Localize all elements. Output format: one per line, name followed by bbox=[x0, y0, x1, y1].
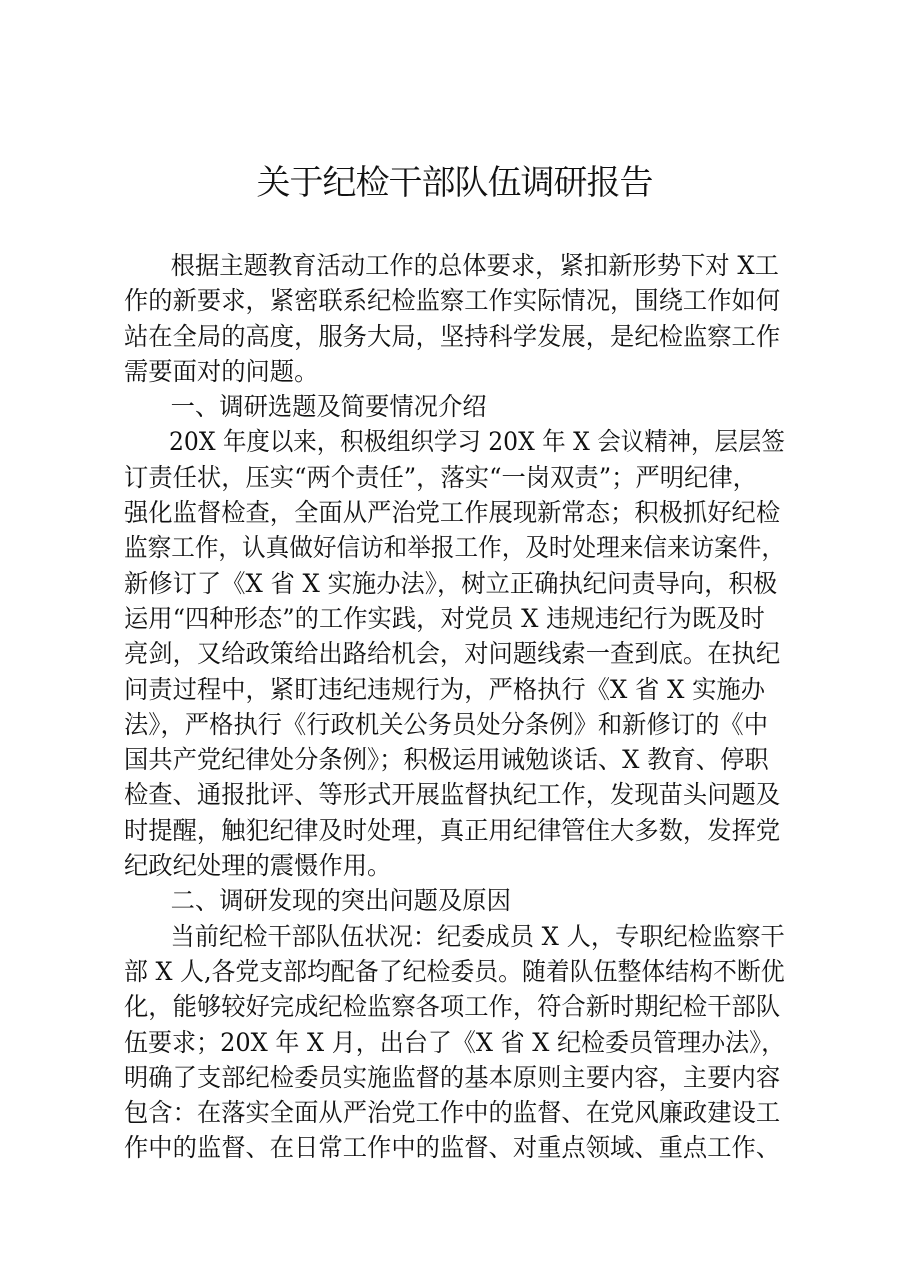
paragraph-line: 法》，严格执行《行政机关公务员处分条例》和新修订的《中 bbox=[124, 709, 769, 739]
paragraph-line: 明确了支部纪检委员实施监督的基本原则主要内容，主要内容 bbox=[124, 1062, 781, 1092]
paragraph-line: 检查、通报批评、等形式开展监督执纪工作，发现苗头问题及 bbox=[124, 780, 781, 810]
document-title: 关于纪检干部队伍调研报告 bbox=[256, 163, 653, 203]
paragraph-line: 时提醒，触犯纪律及时处理，真正用纪律管住大多数，发挥党 bbox=[124, 815, 781, 845]
paragraph-line: 化，能够较好完成纪检监察各项工作，符合新时期纪检干部队 bbox=[124, 992, 781, 1022]
paragraph-line: 国共产党纪律处分条例》；积极运用诫勉谈话、X 教育、停职 bbox=[124, 745, 769, 775]
paragraph-line: 作中的监督、在日常工作中的监督、对重点领域、重点工作、 bbox=[124, 1133, 781, 1163]
paragraph-line: 伍要求；20X 年 X 月，出台了《X 省 X 纪检委员管理办法》， bbox=[124, 1027, 786, 1057]
paragraph-line: 20X 年度以来，积极组织学习 20X 年 X 会议精神，层层签 bbox=[169, 427, 785, 457]
paragraph-line: 新修订了《X 省 X 实施办法》，树立正确执纪问责导向，积极 bbox=[124, 568, 778, 598]
paragraph-line: 强化监督检查，全面从严治党工作展现新常态；积极抓好纪检 bbox=[124, 498, 781, 528]
paragraph-line: 根据主题教育活动工作的总体要求，紧扣新形势下对 X工 bbox=[170, 251, 779, 280]
paragraph-line: 问责过程中，紧盯违纪违规行为，严格执行《X 省 X 实施办 bbox=[124, 674, 766, 704]
paragraph-line: 亮剑，又给政策给出路给机会，对问题线索一查到底。在执纪 bbox=[124, 639, 781, 669]
paragraph-line: 监察工作，认真做好信访和举报工作，及时处理来信来访案件， bbox=[124, 533, 786, 563]
document-body bbox=[124, 248, 804, 1166]
paragraph-line: 纪政纪处理的震慑作用。 bbox=[124, 851, 392, 881]
paragraph-line: 订责任状，压实“两个责任”，落实“一岗双责”；严明纪律， bbox=[124, 462, 757, 492]
paragraph-line: 运用“四种形态”的工作实践，对党员 X 违规违纪行为既及时 bbox=[124, 603, 765, 633]
paragraph-line: 站在全局的高度，服务大局，坚持科学发展，是纪检监察工作 bbox=[124, 321, 781, 351]
paragraph-line: 包含：在落实全面从严治党工作中的监督、在党风廉政建设工 bbox=[124, 1098, 781, 1128]
section-heading: 二、调研发现的突出问题及原因 bbox=[170, 886, 511, 916]
section-heading: 一、调研选题及简要情况介绍 bbox=[170, 392, 487, 422]
paragraph-line: 部 X 人,各党支部均配备了纪检委员。随着队伍整体结构不断优 bbox=[124, 956, 785, 986]
paragraph-line: 当前纪检干部队伍状况：纪委成员 X 人，专职纪检监察干 bbox=[170, 921, 785, 951]
paragraph-line: 需要面对的问题。 bbox=[124, 356, 319, 386]
paragraph-line: 作的新要求，紧密联系纪检监察工作实际情况，围绕工作如何 bbox=[124, 286, 781, 316]
